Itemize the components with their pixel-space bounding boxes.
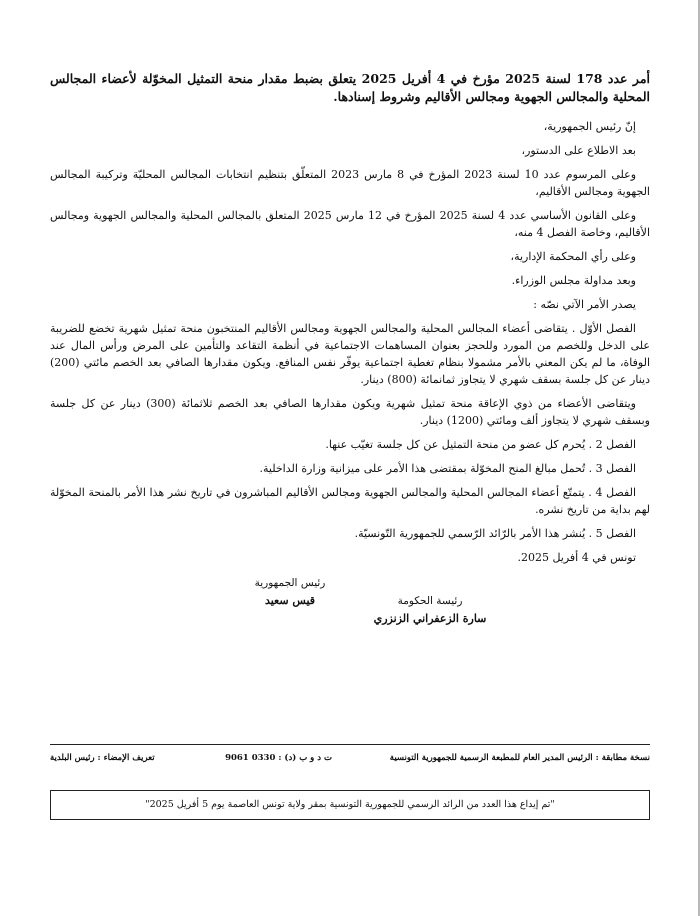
paragraph: وعلى المرسوم عدد 10 لسنة 2023 المؤرخ في 8 مارس 2023 المتعلّق بتنظيم انتخابات المجالس المحليّة وتركيبة المجالس الجهوية ومجالس الأقاليم،: [50, 168, 650, 198]
decree-title: أمر عدد 178 لسنة 2025 مؤرخ في 4 أفريل 2025 يتعلق بضبط مقدار منحة التمثيل المخوّلة لأعضاء المجالس المحلية والمجالس الجهوية ومجالس الأقاليم وشروط إسنادها.: [50, 71, 650, 104]
article-3: الفصل 3 . تُحمل مبالغ المنح المخوّلة بمقتضى هذا الأمر على ميزانية وزارة الداخلية.: [259, 462, 636, 475]
paragraph: يصدر الأمر الآتي نصّه :: [533, 298, 636, 311]
paragraph: بعد الاطلاع على الدستور،: [521, 144, 636, 157]
article-4: الفصل 4 . يتمتّع أعضاء المجالس المحلية والمجالس الجهوية ومجالس الأقاليم المباشرون في تاريخ نشر هذا الأمر بالمنحة المخوّلة لهم بداية من تاريخ نشره.: [50, 486, 650, 516]
paragraph: وعلى رأي المحكمة الإدارية،: [510, 250, 636, 263]
article-2: الفصل 2 . يُحرم كل عضو من منحة التمثيل عن كل جلسة تغيّب عنها.: [325, 438, 636, 451]
footer-divider: [50, 744, 650, 745]
prime-minister-title: رئيسة الحكومة: [397, 595, 463, 607]
deposit-notice-box: [50, 790, 650, 820]
decree-body: [50, 118, 650, 573]
date-place: تونس في 4 أفريل 2025.: [517, 551, 636, 564]
signature-certification: تعريف الإمضاء : رئيس البلدية: [50, 753, 155, 763]
paragraph: وعلى القانون الأساسي عدد 4 لسنة 2025 المؤرخ في 12 مارس 2025 المتعلق بالمجالس المحلية والمجالس الجهوية ومجالس الأقاليم، وخاصة الفصل 4 منه،: [50, 209, 650, 239]
article-5: الفصل 5 . يُنشر هذا الأمر بالرّائد الرّسمي للجمهورية التّونسيّة.: [354, 527, 636, 540]
article-1-second-paragraph: ويتقاضى الأعضاء من ذوي الإعاقة منحة تمثيل شهرية ويكون مقدارها الصافي بعد الخصم ثلاثمائة (300) دينار عن كل جلسة وبسقف شهري لا يتجاوز ألف ومائتي (1200) دينار.: [50, 397, 650, 427]
certified-copy: نسخة مطابقة : الرئيس المدير العام للمطبعة الرسمية للجمهورية التونسية: [389, 753, 650, 763]
deposit-notice: "تم إيداع هذا العدد من الرائد الرسمي للجمهورية التونسية بمقر ولاية تونس العاصمة يوم 5 أفريل 2025": [145, 799, 555, 810]
paragraph: وبعد مداولة مجلس الوزراء.: [511, 274, 636, 287]
registration-code: ت د و ب (د) : 0330 9061: [225, 753, 332, 763]
president-title: رئيس الجمهورية: [254, 577, 326, 589]
prime-minister-name: سارة الزعفراني الزنزري: [373, 612, 487, 625]
paragraph: إنّ رئيس الجمهورية،: [543, 120, 636, 133]
footer-row: [50, 753, 650, 771]
president-name: قيس سعيد: [264, 594, 316, 607]
article-1: الفصل الأوّل . يتقاضى أعضاء المجالس المحلية والمجالس الجهوية ومجالس الأقاليم المنتخبون منحة تمثيل شهرية تخضع للضريبة على الدخل وللخصم من المورد وللحجز بعنوان المساهمات الاجتماعية في أنظمة التقاعد والتأمين على المرض ورأس المال عند الوفاة، ما لم يكن المعني بالأمر مشمولا بنظام تغطية اجتماعية يوفّر نفس المنافع. ويكون مقدارها الصافي بعد الخصم مائتي (200) دينار عن كل جلسة بسقف شهري لا يتجاوز ثمانمائة (800) دينار.: [50, 322, 650, 386]
prime-minister-signature: [360, 593, 500, 627]
president-signature: [230, 575, 350, 609]
